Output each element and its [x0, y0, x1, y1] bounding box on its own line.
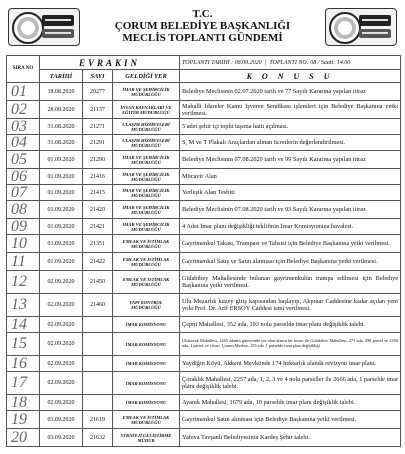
meeting-number: TOPLANTI NO: 08 / Saati: 14.00: [269, 59, 351, 66]
origin-department: İMAR VE ŞEHİRCİLİK MÜDÜRLÜĞÜ: [113, 201, 180, 219]
document-number: 21415: [83, 185, 113, 201]
origin-department: EMLAK VE İSTİMLAK MÜDÜRLÜĞÜ: [113, 253, 180, 271]
origin-department: İMAR VE ŞEHİRCİLİK MÜDÜRLÜĞÜ: [113, 83, 180, 101]
agenda-item-number: 08: [7, 201, 40, 219]
table-row: [7, 372, 401, 395]
document-date: 01.09.2020: [40, 219, 83, 235]
col-header-from: GELDİĞİ YER: [113, 70, 180, 83]
origin-department: İMAR KOMİSYONU: [113, 317, 180, 333]
table-row: [7, 317, 401, 333]
origin-department: İMAR VE ŞEHİRCİLİK MÜDÜRLÜĞÜ: [113, 151, 180, 169]
table-row: [7, 294, 401, 317]
agenda-subject: Mücavir Alan: [180, 169, 401, 185]
agenda-item-number: 12: [7, 271, 40, 294]
document-date: 28.08.2020: [40, 101, 83, 119]
document-date: 31.08.2020: [40, 135, 83, 151]
origin-department: İMAR VE ŞEHİRCİLİK MÜDÜRLÜĞÜ: [113, 185, 180, 201]
agenda-subject: Yaydiğin Köyü, Akkent Mevkiinde 174 hektarlık alanda revizyon imar planı.: [180, 356, 401, 372]
document-number: 21420: [83, 201, 113, 219]
agenda-item-number: 16: [7, 356, 40, 372]
table-row: [7, 83, 401, 101]
document-number: 21619: [83, 411, 113, 429]
agenda-item-number: 13: [7, 294, 40, 317]
agenda-item-number: 18: [7, 395, 40, 411]
document-number: 21137: [83, 101, 113, 119]
document-number: 21421: [83, 219, 113, 235]
agenda-subject: Çepni Mahallesi, 352 ada, 193 nolu parselde imar planı değişiklik talebi.: [180, 317, 401, 333]
agenda-subject: Belediye Meclisinin 07.08.2020 tarih ve 93 Sayılı Kararına yapılan itiraz: [180, 201, 401, 219]
agenda-subject: Belediye Meclisinin 07.08.2020 tarih ve 99 Sayılı Kararına yapılan itiraz: [180, 151, 401, 169]
agenda-subject: 4 Adet İmar planı değişikliği teklifinin İmar Komisyonuna havalesi.: [180, 219, 401, 235]
origin-department: İMAR KOMİSYONU: [113, 356, 180, 372]
origin-department: İMAR KOMİSYONU: [113, 395, 180, 411]
col-header-sira-no: SIRA NO: [7, 56, 40, 83]
table-row: [7, 151, 401, 169]
col-header-subject: K O N U S U: [180, 70, 401, 83]
agenda-item-number: 11: [7, 253, 40, 271]
table-row: [7, 101, 401, 119]
document-date: 01.09.2020: [40, 151, 83, 169]
agenda-subject: Gayrimenkul Takası, Trampası ve Tahsisi için Belediye Başkanına yetki verilmesi.: [180, 235, 401, 253]
agenda-subject: Mahalli İdareler Kamu İşveren Sendikası işlemleri için Belediye Başkanına yetki verilmesi.: [180, 101, 401, 119]
document-number: 21460: [83, 294, 113, 317]
agenda-subject: Çoraklık Mahallesi, 2257 ada, 1, 2, 3 ve 4 nolu parseller ile 2666 ada, 1 parselde imar planı değişiklik talebi.: [180, 372, 401, 395]
agenda-table: [6, 55, 401, 447]
origin-department: EMLAK VE İSTİMLAK MÜDÜRLÜĞÜ: [113, 271, 180, 294]
document-subtitle: MECLİS TOPLANTI GÜNDEMİ: [122, 32, 283, 44]
document-header: [0, 0, 405, 50]
logo-wordmark-brand: [359, 15, 391, 26]
origin-department: İMAR VE ŞEHİRCİLİK MÜDÜRLÜĞÜ: [113, 219, 180, 235]
corum-belediyesi-logo-right: [325, 8, 397, 46]
agenda-subject: Ulu Mezarlık kuzey giriş kapısından başlayıp, Akpınar Caddesine kadar açılan yeni yola Prof. Dr. Arif ERSOY Caddesi ismi verilmesi.: [180, 294, 401, 317]
agenda-subject: Ayanık Mahallesi, 1679 ada, 10 parselde imar planı değişiklik talebi.: [180, 395, 401, 411]
table-row: [7, 253, 401, 271]
document-date: 31.08.2020: [40, 119, 83, 135]
document-number: [83, 372, 113, 395]
document-number: [83, 317, 113, 333]
document-title: ÇORUM BELEDİYE BAŞKANLIĞI: [114, 20, 291, 32]
document-number: 21351: [83, 235, 113, 253]
agenda-item-number: 02: [7, 101, 40, 119]
agenda-subject: Gayrimenkul Satın alınması için Belediye Başkanına yetki verilmesi.: [180, 411, 401, 429]
agenda-item-number: 04: [7, 135, 40, 151]
corum-belediyesi-logo-left: [8, 8, 80, 46]
document-number: 21422: [83, 253, 113, 271]
agenda-item-number: 09: [7, 219, 40, 235]
agenda-subject: Belediye Meclisinin 02.07.2020 tarih ve 77 Sayılı Kararına yapılan itiraz: [180, 83, 401, 101]
logo-wordmark-sub: [42, 29, 74, 38]
municipal-seal-icon: [12, 12, 44, 44]
origin-department: İMAR KOMİSYONU: [113, 372, 180, 395]
origin-department: YAPI KONTROL MÜDÜRLÜĞÜ: [113, 294, 180, 317]
agenda-subject: S, M ve T Plakalı Araçlardan alınan ücretlerin değerlendirilmesi.: [180, 135, 401, 151]
agenda-item-number: 05: [7, 151, 40, 169]
table-row: [7, 271, 401, 294]
document-date: 01.09.2020: [40, 201, 83, 219]
table-row: [7, 219, 401, 235]
table-row: [7, 201, 401, 219]
table-row: [7, 356, 401, 372]
document-date: 02.09.2020: [40, 294, 83, 317]
document-date: 01.09.2020: [40, 169, 83, 185]
origin-department: İNSAN KAYNAKLARI VE EĞİTİM MÜDÜRLÜĞÜ: [113, 101, 180, 119]
table-row: [7, 333, 401, 356]
document-number: 21632: [83, 429, 113, 447]
origin-department: İMAR VE ŞEHİRCİLİK MÜDÜRLÜĞÜ: [113, 169, 180, 185]
agenda-subject: Yalova Tavşanlı Belediyesinin Kardeş Şehir talebi.: [180, 429, 401, 447]
org-line: T.C.: [192, 8, 213, 20]
agenda-item-number: 20: [7, 429, 40, 447]
document-date: 18.08.2020: [40, 83, 83, 101]
agenda-item-number: 01: [7, 83, 40, 101]
agenda-subject: 5 adet şehir içi toplu taşıma hattı açılması.: [180, 119, 401, 135]
agenda-item-number: 19: [7, 411, 40, 429]
table-row: [7, 395, 401, 411]
document-date: 02.09.2020: [40, 317, 83, 333]
document-date: 01.09.2020: [40, 185, 83, 201]
origin-department: ULAŞIM HİZMETLERİ MÜDÜRLÜĞÜ: [113, 119, 180, 135]
agenda-item-number: 14: [7, 317, 40, 333]
agenda-subject: Yerleşik Alan Tesbiti: [180, 185, 401, 201]
agenda-item-number: 17: [7, 372, 40, 395]
col-header-date: TARİHİ: [40, 70, 83, 83]
document-date: 01.09.2020: [40, 235, 83, 253]
agenda-item-number: 15: [7, 333, 40, 356]
document-number: [83, 356, 113, 372]
document-number: 21291: [83, 135, 113, 151]
agenda-item-number: 06: [7, 169, 40, 185]
table-row: [7, 135, 401, 151]
document-number: 21450: [83, 271, 113, 294]
table-row: [7, 169, 401, 185]
document-date: 02.09.2020: [40, 333, 83, 356]
table-row: [7, 429, 401, 447]
document-date: 02.09.2020: [40, 395, 83, 411]
document-date: 01.09.2020: [40, 253, 83, 271]
origin-department: EMLAK VE İSTİMLAK MÜDÜRLÜĞÜ: [113, 411, 180, 429]
table-row: [7, 185, 401, 201]
meeting-info: TOPLANTI TARİHİ : 08.09.2020 | TOPLANTI NO: 08 / Saati: 14.00: [180, 56, 401, 70]
meeting-date: TOPLANTI TARİHİ : 08.09.2020: [182, 59, 262, 66]
table-header-row-1: [7, 56, 401, 70]
origin-department: EMLAK VE İSTİMLAK MÜDÜRLÜĞÜ: [113, 235, 180, 253]
header-titles: [90, 8, 315, 44]
table-row: [7, 411, 401, 429]
table-row: [7, 119, 401, 135]
document-number: 21271: [83, 119, 113, 135]
document-number: [83, 395, 113, 411]
col-header-evrakin: EVRAKIN: [40, 56, 180, 70]
document-number: [83, 333, 113, 356]
document-date: 02.09.2020: [40, 372, 83, 395]
logo-wordmark-sub: [359, 29, 391, 38]
agenda-item-number: 07: [7, 185, 40, 201]
table-row: [7, 235, 401, 253]
agenda-subject: Gülabibey Mahallesinde bulunan gayrimenkulün trampa edilmesi için Belediye Başkanına yetki verilmesi.: [180, 271, 401, 294]
agenda-subject: Ulukavak Mahallesi, 2265 adanın güneyinde yer alan alanın bir kısmı ile Gülabibey Mahallesi, 271 ada, 398 parsel ve 2556 ada, 1 parsel ve civarı, Çorum Merkez, 155 ada, 1 parselde imar plan değişikliği: [180, 333, 401, 356]
document-number: 20277: [83, 83, 113, 101]
document-number: 21416: [83, 169, 113, 185]
agenda-item-number: 03: [7, 119, 40, 135]
origin-department: ULAŞIM HİZMETLERİ MÜDÜRLÜĞÜ: [113, 135, 180, 151]
origin-department: İMAR KOMİSYONU: [113, 333, 180, 356]
agenda-item-number: 10: [7, 235, 40, 253]
document-date: 03.09.2020: [40, 411, 83, 429]
document-date: 02.09.2020: [40, 271, 83, 294]
document-date: 02.09.2020: [40, 356, 83, 372]
origin-department: STRATEJİ GELİŞTİRME MÜDÜR: [113, 429, 180, 447]
municipal-seal-icon: [329, 12, 361, 44]
table-header-row-2: [7, 70, 401, 83]
agenda-subject: Gayrimenkul Satış ve Satın alınması için Belediye Başkanına yetki verilmesi.: [180, 253, 401, 271]
document-date: 03.09.2020: [40, 429, 83, 447]
document-number: 21290: [83, 151, 113, 169]
col-header-number: SAYI: [83, 70, 113, 83]
logo-wordmark-brand: [42, 15, 74, 26]
